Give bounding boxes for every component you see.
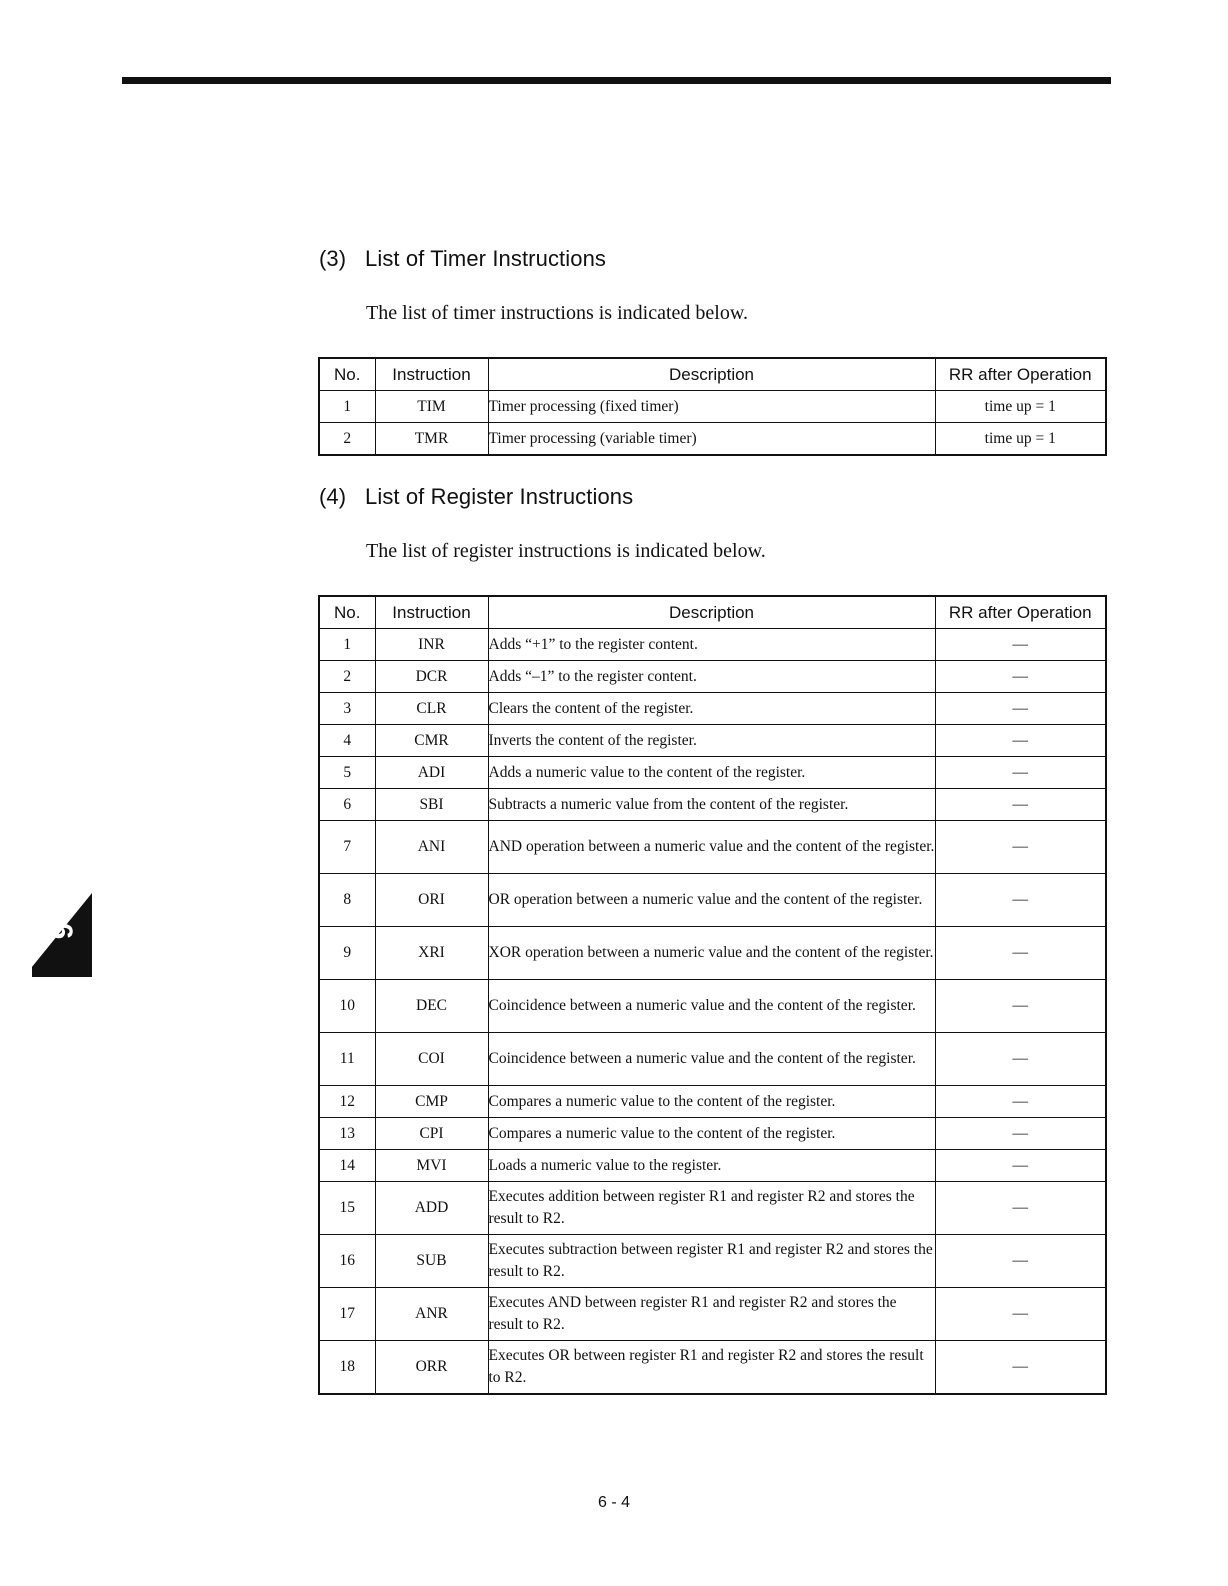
col-header-instruction: Instruction — [375, 596, 488, 629]
cell-rr: — — [935, 693, 1106, 725]
cell-no: 3 — [319, 693, 375, 725]
table-row — [319, 725, 1106, 757]
table-header-row — [319, 358, 1106, 391]
register-section-number: (4) — [319, 484, 347, 509]
cell-instruction: CMR — [375, 725, 488, 757]
cell-description: Executes subtraction between register R1 and register R2 and stores the result to R2. — [488, 1235, 935, 1288]
table-row — [319, 1182, 1106, 1235]
cell-instruction: TIM — [375, 391, 488, 423]
cell-description: Executes AND between register R1 and register R2 and stores the result to R2. — [488, 1288, 935, 1341]
cell-description: Timer processing (variable timer) — [488, 423, 935, 456]
register-section-title: List of Register Instructions — [365, 484, 634, 509]
cell-description: Timer processing (fixed timer) — [488, 391, 935, 423]
cell-no: 17 — [319, 1288, 375, 1341]
cell-description: Inverts the content of the register. — [488, 725, 935, 757]
table-row — [319, 927, 1106, 980]
timer-instructions-table — [318, 357, 1107, 456]
cell-rr: — — [935, 1086, 1106, 1118]
cell-no: 12 — [319, 1086, 375, 1118]
cell-instruction: COI — [375, 1033, 488, 1086]
cell-instruction: ORI — [375, 874, 488, 927]
cell-rr: — — [935, 980, 1106, 1033]
col-header-no: No. — [319, 596, 375, 629]
cell-description: OR operation between a numeric value and the content of the register. — [488, 874, 935, 927]
timer-table-body — [319, 391, 1106, 456]
table-row — [319, 391, 1106, 423]
cell-no: 14 — [319, 1150, 375, 1182]
cell-no: 13 — [319, 1118, 375, 1150]
cell-rr: — — [935, 629, 1106, 661]
cell-instruction: ADI — [375, 757, 488, 789]
cell-instruction: CMP — [375, 1086, 488, 1118]
cell-rr: — — [935, 725, 1106, 757]
cell-rr: — — [935, 1033, 1106, 1086]
cell-rr: — — [935, 1118, 1106, 1150]
cell-rr: — — [935, 1150, 1106, 1182]
table-row — [319, 423, 1106, 456]
table-row — [319, 1235, 1106, 1288]
cell-description: Executes addition between register R1 and register R2 and stores the result to R2. — [488, 1182, 935, 1235]
table-row — [319, 1086, 1106, 1118]
cell-description: Compares a numeric value to the content of the register. — [488, 1118, 935, 1150]
table-row — [319, 693, 1106, 725]
cell-instruction: ORR — [375, 1341, 488, 1395]
register-section-heading — [319, 484, 633, 510]
chapter-tab-number: 6 — [45, 922, 78, 940]
col-header-rr: RR after Operation — [935, 358, 1106, 391]
cell-description: XOR operation between a numeric value and the content of the register. — [488, 927, 935, 980]
cell-description: AND operation between a numeric value and the content of the register. — [488, 821, 935, 874]
cell-description: Coincidence between a numeric value and the content of the register. — [488, 1033, 935, 1086]
cell-instruction: ANI — [375, 821, 488, 874]
timer-section-title: List of Timer Instructions — [365, 246, 607, 271]
cell-rr: — — [935, 1288, 1106, 1341]
table-row — [319, 874, 1106, 927]
cell-rr: — — [935, 874, 1106, 927]
cell-description: Subtracts a numeric value from the content of the register. — [488, 789, 935, 821]
cell-description: Compares a numeric value to the content of the register. — [488, 1086, 935, 1118]
table-header-row — [319, 596, 1106, 629]
col-header-rr: RR after Operation — [935, 596, 1106, 629]
col-header-instruction: Instruction — [375, 358, 488, 391]
cell-no: 11 — [319, 1033, 375, 1086]
register-table-body — [319, 629, 1106, 1395]
cell-instruction: DCR — [375, 661, 488, 693]
cell-instruction: INR — [375, 629, 488, 661]
cell-instruction: MVI — [375, 1150, 488, 1182]
cell-description: Adds a numeric value to the content of the register. — [488, 757, 935, 789]
table-row — [319, 1118, 1106, 1150]
cell-instruction: ANR — [375, 1288, 488, 1341]
cell-no: 1 — [319, 629, 375, 661]
cell-no: 8 — [319, 874, 375, 927]
cell-instruction: DEC — [375, 980, 488, 1033]
cell-rr: — — [935, 927, 1106, 980]
table-row — [319, 1033, 1106, 1086]
table-row — [319, 629, 1106, 661]
cell-rr: — — [935, 789, 1106, 821]
timer-intro: The list of timer instructions is indicated below. — [366, 302, 748, 324]
cell-instruction: XRI — [375, 927, 488, 980]
cell-no: 6 — [319, 789, 375, 821]
cell-no: 16 — [319, 1235, 375, 1288]
table-row — [319, 821, 1106, 874]
cell-instruction: ADD — [375, 1182, 488, 1235]
cell-rr: — — [935, 821, 1106, 874]
timer-section-number: (3) — [319, 246, 347, 271]
table-row — [319, 1288, 1106, 1341]
table-row — [319, 757, 1106, 789]
cell-no: 9 — [319, 927, 375, 980]
cell-rr: time up = 1 — [935, 391, 1106, 423]
table-row — [319, 980, 1106, 1033]
cell-instruction: CLR — [375, 693, 488, 725]
cell-rr: — — [935, 1182, 1106, 1235]
page-number: 6 - 4 — [597, 1494, 630, 1511]
table-row — [319, 1150, 1106, 1182]
cell-no: 2 — [319, 423, 375, 456]
cell-rr: — — [935, 757, 1106, 789]
cell-instruction: SBI — [375, 789, 488, 821]
cell-description: Coincidence between a numeric value and the content of the register. — [488, 980, 935, 1033]
col-header-description: Description — [488, 358, 935, 391]
cell-no: 2 — [319, 661, 375, 693]
cell-description: Clears the content of the register. — [488, 693, 935, 725]
cell-rr: time up = 1 — [935, 423, 1106, 456]
timer-section-heading — [319, 246, 606, 272]
cell-no: 5 — [319, 757, 375, 789]
table-row — [319, 1341, 1106, 1395]
cell-no: 7 — [319, 821, 375, 874]
register-instructions-table — [318, 595, 1107, 1395]
cell-instruction: TMR — [375, 423, 488, 456]
cell-no: 10 — [319, 980, 375, 1033]
col-header-no: No. — [319, 358, 375, 391]
cell-no: 18 — [319, 1341, 375, 1395]
cell-no: 15 — [319, 1182, 375, 1235]
cell-description: Adds “+1” to the register content. — [488, 629, 935, 661]
col-header-description: Description — [488, 596, 935, 629]
cell-description: Executes OR between register R1 and register R2 and stores the result to R2. — [488, 1341, 935, 1395]
cell-instruction: CPI — [375, 1118, 488, 1150]
top-rule — [122, 77, 1111, 84]
cell-no: 1 — [319, 391, 375, 423]
cell-rr: — — [935, 1235, 1106, 1288]
cell-no: 4 — [319, 725, 375, 757]
cell-instruction: SUB — [375, 1235, 488, 1288]
table-row — [319, 661, 1106, 693]
cell-description: Loads a numeric value to the register. — [488, 1150, 935, 1182]
cell-description: Adds “–1” to the register content. — [488, 661, 935, 693]
register-intro: The list of register instructions is indicated below. — [366, 540, 766, 562]
cell-rr: — — [935, 661, 1106, 693]
cell-rr: — — [935, 1341, 1106, 1395]
table-row — [319, 789, 1106, 821]
